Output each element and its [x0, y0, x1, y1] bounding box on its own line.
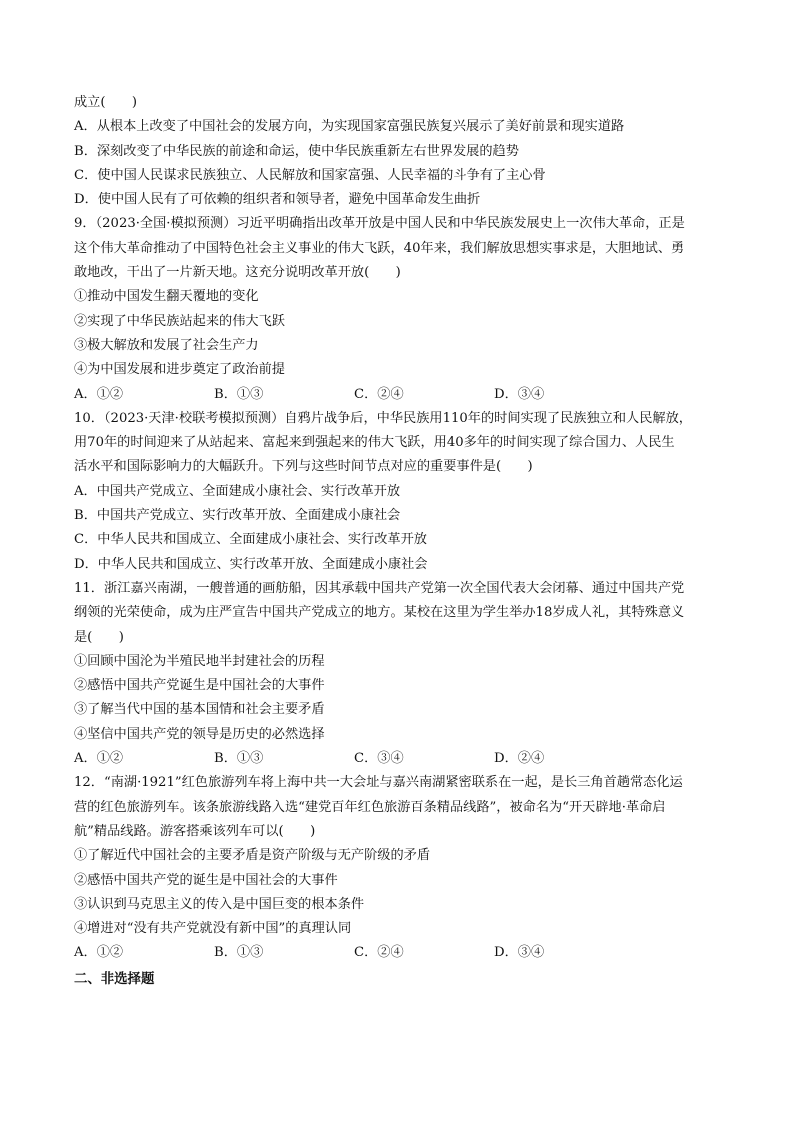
- q9-item-1: ①推动中国发生翻天覆地的变化: [74, 289, 259, 305]
- q12-item-4: ④增进对“没有共产党就没有新中国”的真理认同: [74, 921, 352, 937]
- q10-stem-line-2: 用70年的时间迎来了从站起来、富起来到强起来的伟大飞跃，用40多年的时间实现了综合国力、人民生: [74, 435, 675, 451]
- q9-option-d: D．③④: [494, 386, 545, 402]
- q9-stem-line-2: 这个伟大革命推动了中国特色社会主义事业的伟大飞跃，40年来，我们解放思想实事求是，大胆地试、勇: [74, 240, 685, 256]
- q11-item-3: ③了解当代中国的基本国情和社会主要矛盾: [74, 702, 325, 718]
- q9-stem-line-3: 敢地改，干出了一片新天地。这充分说明改革开放( ): [74, 265, 401, 281]
- q9-options: [74, 383, 734, 407]
- q12-option-d: D．③④: [494, 945, 545, 961]
- q12-item-2: ②感悟中国共产党的诞生是中国社会的大事件: [74, 872, 338, 888]
- q8-option-b: B．深刻改变了中华民族的前途和命运，使中华民族重新左右世界发展的趋势: [74, 143, 519, 159]
- q12-item-3: ③认识到马克思主义的传入是中国巨变的根本条件: [74, 896, 365, 912]
- q10-stem-line-1: 10．（2023·天津·校联考模拟预测）自鸦片战争后，中华民族用110年的时间实现了民族独立和人民解放，: [74, 410, 692, 426]
- q9-item-2: ②实现了中华民族站起来的伟大飞跃: [74, 313, 285, 329]
- q11-option-a: A．①②: [74, 751, 124, 767]
- q10-option-d: D．中华人民共和国成立、实行改革开放、全面建成小康社会: [74, 556, 428, 572]
- q8-option-a: A．从根本上改变了中国社会的发展方向，为实现国家富强民族复兴展示了美好前景和现实道路: [74, 119, 625, 135]
- q8-option-d: D．使中国人民有了可依赖的组织者和领导者，避免中国革命发生曲折: [74, 192, 481, 208]
- q12-option-b: B．①③: [214, 945, 264, 961]
- q9-item-4: ④为中国发展和进步奠定了政治前提: [74, 362, 285, 378]
- q9-option-c: C．②④: [354, 386, 404, 402]
- q10-stem-line-3: 活水平和国际影响力的大幅跃升。下列与这些时间节点对应的重要事件是( ): [74, 459, 533, 475]
- q11-option-b: B．①③: [214, 751, 264, 767]
- q11-option-c: C．③④: [354, 751, 404, 767]
- q12-option-a: A．①②: [74, 945, 124, 961]
- q9-option-b: B．①③: [214, 386, 264, 402]
- q12-stem-line-2: 营的红色旅游列车。该条旅游线路入选“建党百年红色旅游百条精品线路”，被命名为“开天辟地·革命启: [74, 799, 666, 815]
- q11-stem-line-2: 纲领的光荣使命，成为庄严宣告中国共产党成立的地方。某校在这里为学生举办18岁成人礼，其特殊意义: [74, 605, 685, 621]
- section-heading-non-choice: 二、非选择题: [74, 971, 155, 987]
- q12-stem-line-3: 航”精品线路。游客搭乘该列车可以( ): [74, 823, 316, 839]
- q11-options: [74, 747, 734, 771]
- q12-options: [74, 941, 734, 965]
- question-list: [74, 91, 734, 992]
- q10-option-b: B．中国共产党成立、实行改革开放、全面建成小康社会: [74, 508, 401, 524]
- q10-option-c: C．中华人民共和国成立、全面建成小康社会、实行改革开放: [74, 532, 427, 548]
- q8-option-c: C．使中国人民谋求民族独立、人民解放和国家富强、人民幸福的斗争有了主心骨: [74, 167, 546, 183]
- q11-option-d: D．②④: [494, 751, 545, 767]
- q11-item-2: ②感悟中国共产党诞生是中国社会的大事件: [74, 678, 325, 694]
- q12-item-1: ①了解近代中国社会的主要矛盾是资产阶级与无产阶级的矛盾: [74, 848, 431, 864]
- q12-stem-line-1: 12．“南湖·1921”红色旅游列车将上海中共一大会址与嘉兴南湖紧密联系在一起，是长三角首趟常态化运: [74, 775, 683, 791]
- q11-stem-line-1: 11．浙江嘉兴南湖，一艘普通的画舫船，因其承载中国共产党第一次全国代表大会闭幕、通过中国共产党: [74, 580, 685, 596]
- q9-stem-line-1: 9．（2023·全国·模拟预测）习近平明确指出改革开放是中国人民和中华民族发展史上一次伟大革命，正是: [74, 216, 685, 232]
- q12-option-c: C．②④: [354, 945, 404, 961]
- q11-item-1: ①回顾中国沦为半殖民地半封建社会的历程: [74, 653, 325, 669]
- q9-option-a: A．①②: [74, 386, 124, 402]
- q11-stem-line-3: 是( ): [74, 629, 124, 645]
- q10-option-a: A．中国共产党成立、全面建成小康社会、实行改革开放: [74, 483, 401, 499]
- q8-stem-tail: 成立( ): [74, 95, 138, 110]
- q11-item-4: ④坚信中国共产党的领导是历史的必然选择: [74, 726, 325, 742]
- q9-item-3: ③极大解放和发展了社会生产力: [74, 337, 259, 353]
